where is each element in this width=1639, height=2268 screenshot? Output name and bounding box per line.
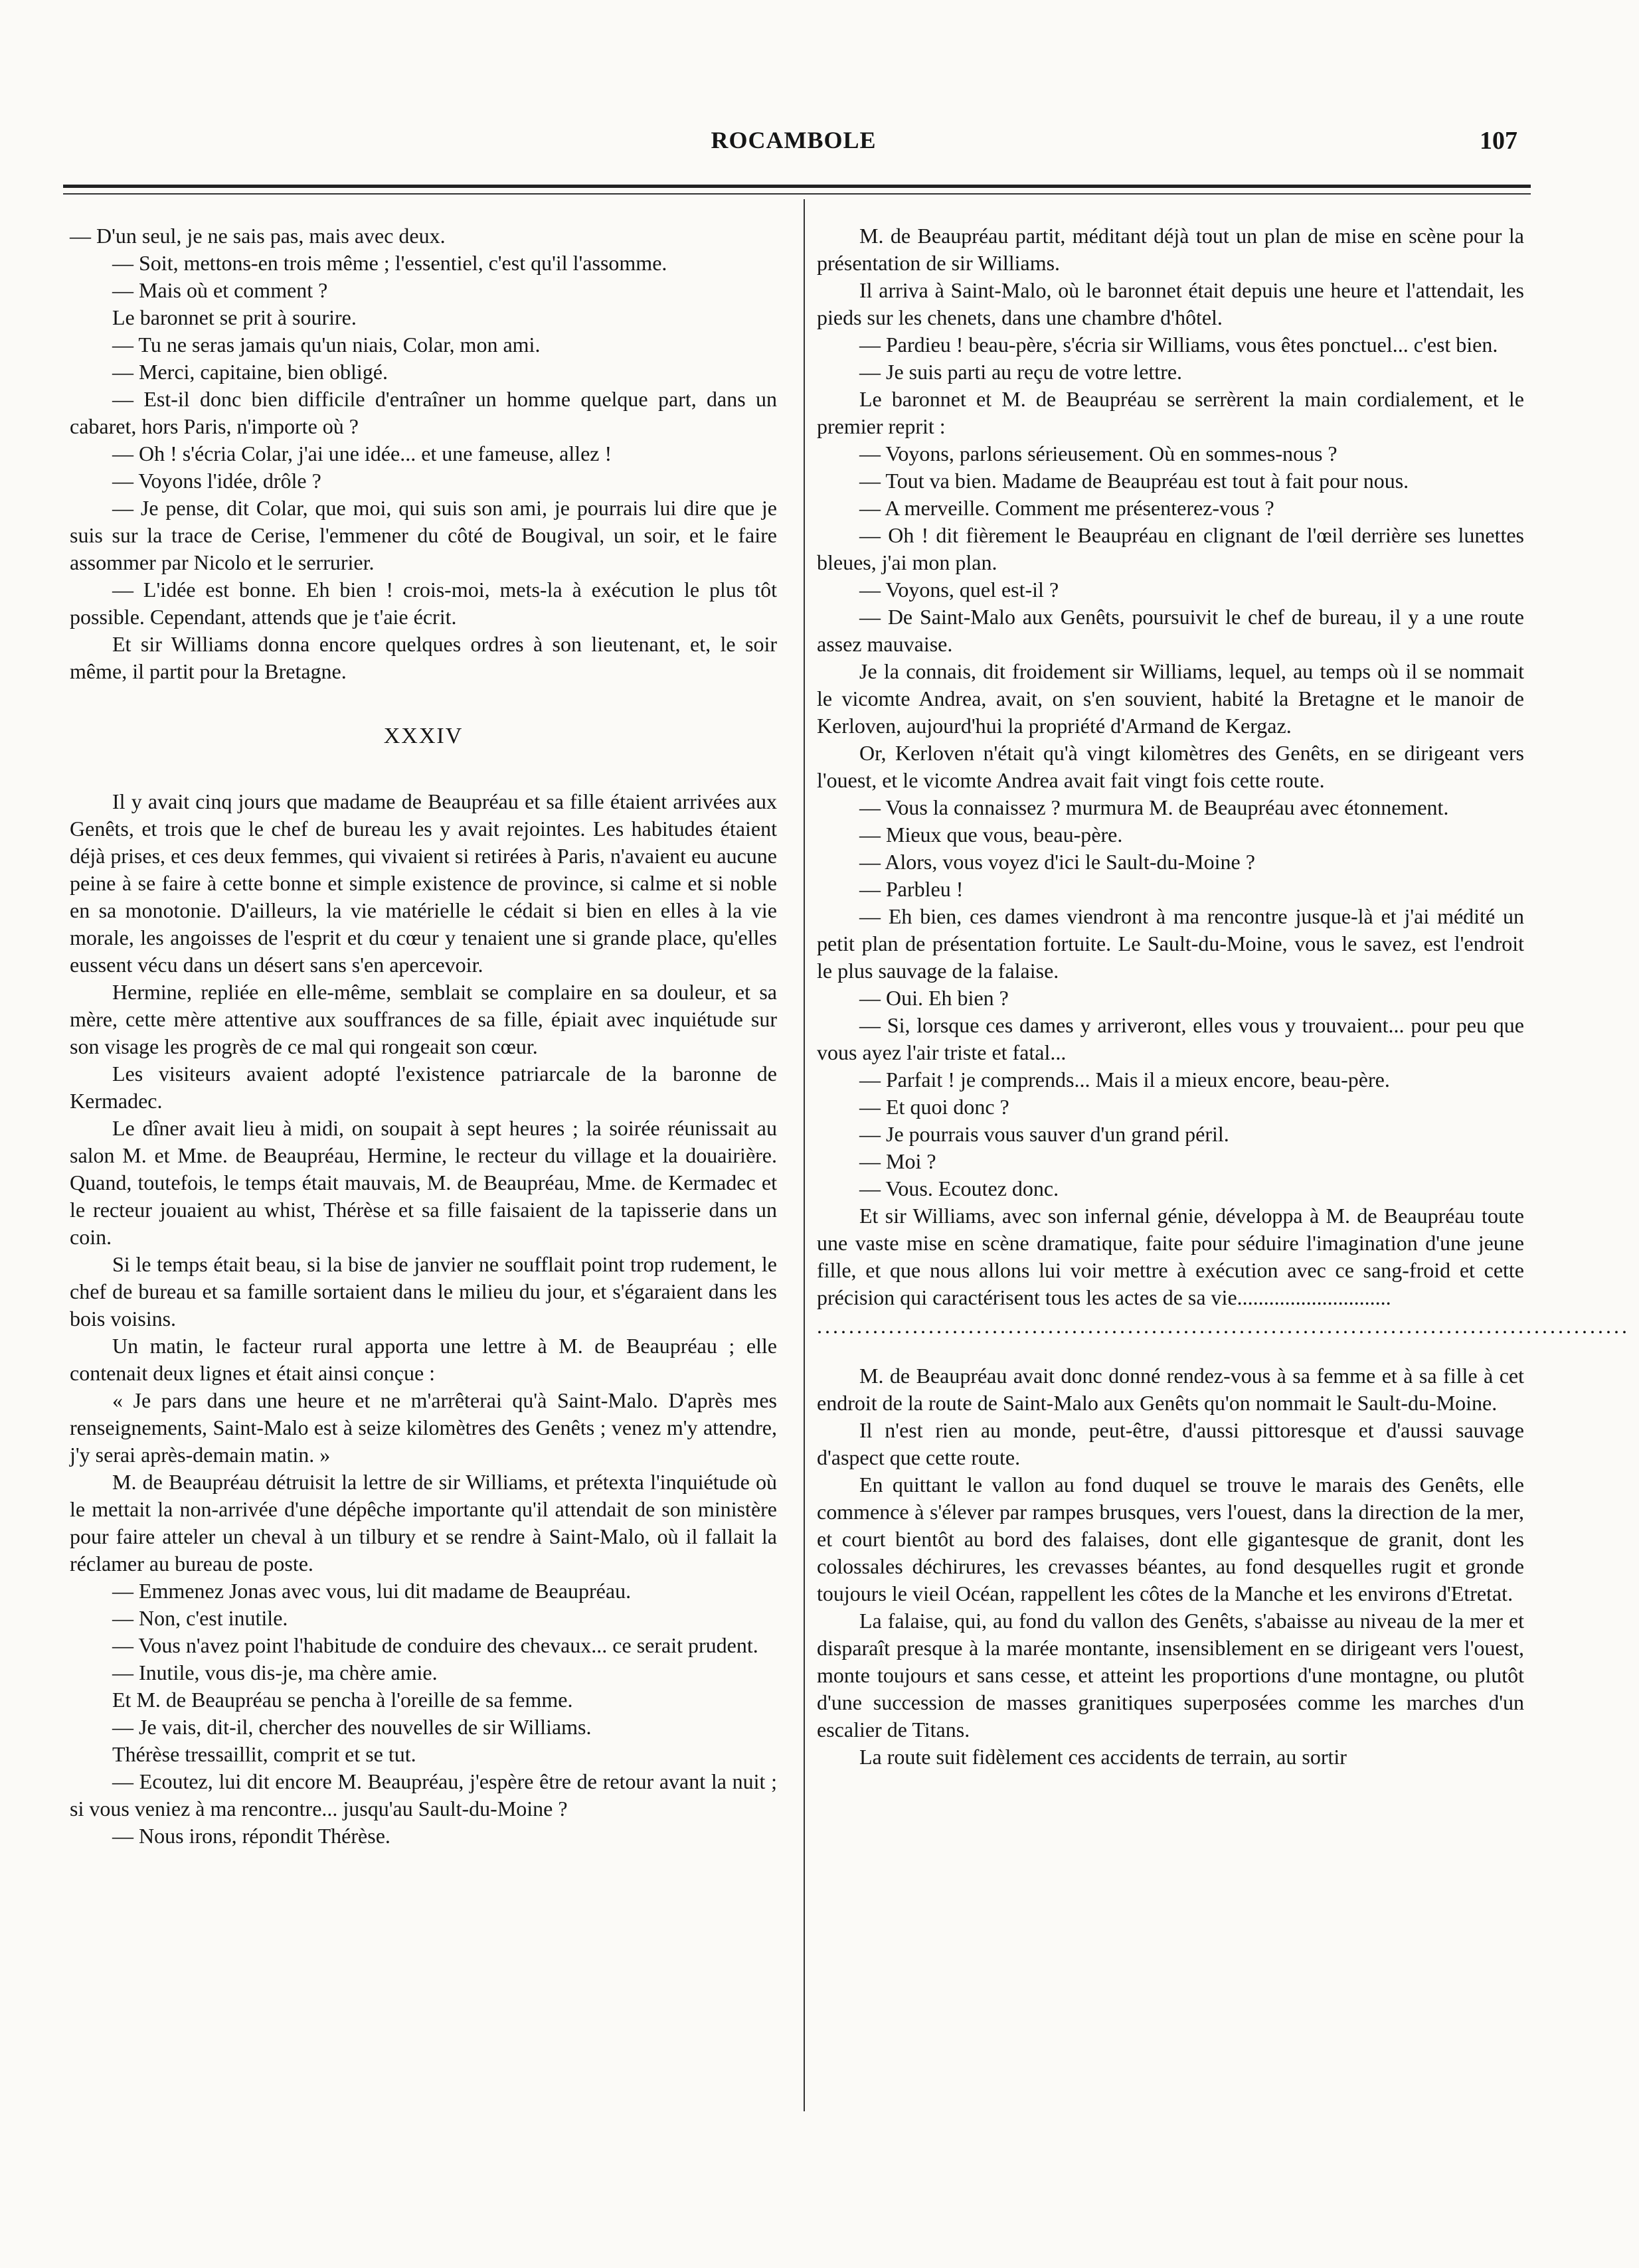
column-divider — [804, 199, 805, 2111]
paragraph: — Voyons, quel est-il ? — [859, 578, 1059, 602]
paragraph: — Vous. Ecoutez donc. — [859, 1176, 1059, 1200]
paragraph: Je la connais, dit froidement sir Williams, lequel, au temps où il se nommait le vicomte Andrea, avait, on s'en souvient, habité la Bretagne et le manoir de Kerloven, aujourd'hui la propriété d'Armand de Kergaz. — [817, 659, 1524, 738]
paragraph: — Emmenez Jonas avec vous, lui dit madame de Beaupréau. — [112, 1579, 632, 1603]
paragraph: — Voyons l'idée, drôle ? — [112, 469, 321, 493]
paragraph: — Et quoi donc ? — [859, 1095, 1009, 1119]
paragraph: — Je vais, dit-il, chercher des nouvelles de sir Williams. — [112, 1715, 592, 1739]
paragraph: — Tu ne seras jamais qu'un niais, Colar, mon ami. — [112, 333, 541, 357]
paragraph: — Non, c'est inutile. — [112, 1606, 288, 1630]
paragraph: Le baronnet se prit à sourire. — [112, 305, 357, 329]
paragraph: Il y avait cinq jours que madame de Beaupréau et sa fille étaient arrivées aux Genêts, et trois que le chef de bureau les y avait rejointes. Les habitudes étaient déjà prises, et ces deux femmes, qui vivaient si retirées à Paris, n'avaient eu aucune peine à se faire à cette bonne et simple existence de province, si calme et si noble en sa monotonie. D'ailleurs, la vie matérielle le cédait si bien en elles à la vie morale, les angoisses de l'esprit et du cœur y tenaient une si grande place, qu'elles eussent vécu dans un désert sans s'en apercevoir. — [70, 789, 777, 977]
paragraph: Or, Kerloven n'était qu'à vingt kilomètres des Genêts, en se dirigeant vers l'ouest, et le vicomte Andrea avait fait vingt fois cette route. — [817, 741, 1524, 792]
paragraph: — Parfait ! je comprends... Mais il a mieux encore, beau-père. — [859, 1068, 1390, 1092]
letter-quote: « Je pars dans une heure et ne m'arrêterai qu'à Saint-Malo. D'après mes renseignements, Saint-Malo est à seize kilomètres des Genêts ; venez m'y attendre, j'y serai après-demain matin. » — [70, 1388, 777, 1467]
paragraph: Il arriva à Saint-Malo, où le baronnet était depuis une heure et l'attendait, les pieds sur les chenets, dans une chambre d'hôtel. — [817, 278, 1524, 329]
paragraph: — Soit, mettons-en trois même ; l'essentiel, c'est qu'il l'assomme. — [112, 251, 667, 275]
paragraph: — Nous irons, répondit Thérèse. — [112, 1824, 390, 1848]
paragraph: — Voyons, parlons sérieusement. Où en sommes-nous ? — [859, 442, 1337, 465]
paragraph: M. de Beaupréau détruisit la lettre de sir Williams, et prétexta l'inquiétude où le mettait la non-arrivée d'une dépêche importante qu'il attendait de son ministère pour faire atteler un cheval à un tilbury et se rendre à Saint-Malo, où il fallait la réclamer au bureau de poste. — [70, 1470, 777, 1576]
paragraph: — De Saint-Malo aux Genêts, poursuivit le chef de bureau, il y a une route assez mauvaise. — [817, 605, 1524, 656]
paragraph: En quittant le vallon au fond duquel se trouve le marais des Genêts, elle commence à s'élever par rampes brusques, vers l'ouest, dans la direction de la mer, et court bientôt au bord des falaises, dont elle gigantesque de granit, dont les colossales déchirures, les crevasses béantes, au fond desquelles rugit et gronde toujours le vieil Océan, rappellent les côtes de la Manche et les environs d'Etretat. — [817, 1473, 1524, 1605]
paragraph: Et sir Williams donna encore quelques ordres à son lieutenant, et, le soir même, il partit pour la Bretagne. — [70, 632, 777, 683]
paragraph: — Mieux que vous, beau-père. — [859, 823, 1123, 847]
paragraph: Le baronnet et M. de Beaupréau se serrèrent la main cordialement, et le premier reprit : — [817, 387, 1524, 438]
paragraph: — Inutile, vous dis-je, ma chère amie. — [112, 1660, 438, 1684]
paragraph: — Moi ? — [859, 1149, 936, 1173]
dotted-separator: ...................................................................................................... — [817, 1314, 1630, 1338]
paragraph: — Eh bien, ces dames viendront à ma rencontre jusque-là et j'ai médité un petit plan de présentation fortuite. Le Sault-du-Moine, vous le savez, est l'endroit le plus sauvage de la falaise. — [817, 904, 1524, 983]
paragraph: La falaise, qui, au fond du vallon des Genêts, s'abaisse au niveau de la mer et disparaît presque à la marée montante, insensiblement en se dirigeant vers l'ouest, monte toujours et sans cesse, et atteint les proportions d'une montagne, ou plutôt d'une succession de masses granitiques superposées comme les marches d'un escalier de Titans. — [817, 1609, 1524, 1742]
paragraph: Les visiteurs avaient adopté l'existence patriarcale de la baronne de Kermadec. — [70, 1062, 777, 1113]
paragraph: Et M. de Beaupréau se pencha à l'oreille de sa femme. — [112, 1688, 573, 1712]
paragraph: — Oh ! dit fièrement le Beaupréau en clignant de l'œil derrière ses lunettes bleues, j'ai mon plan. — [817, 523, 1524, 574]
running-title: ROCAMBOLE — [711, 127, 877, 153]
paragraph: Il n'est rien au monde, peut-être, d'aussi pittoresque et d'aussi sauvage d'aspect que cette route. — [817, 1418, 1524, 1469]
paragraph: — Merci, capitaine, bien obligé. — [112, 360, 388, 384]
header-rule-thick — [63, 185, 1531, 188]
paragraph: La route suit fidèlement ces accidents de terrain, au sortir — [859, 1745, 1347, 1769]
page-number: 107 — [1480, 127, 1517, 155]
paragraph: — Si, lorsque ces dames y arriveront, elles vous y trouvaient... pour peu que vous ayez l'air triste et fatal... — [817, 1013, 1524, 1064]
chapter-heading: XXXIV — [383, 724, 464, 748]
paragraph: Un matin, le facteur rural apporta une lettre à M. de Beaupréau ; elle contenait deux lignes et était ainsi conçue : — [70, 1334, 777, 1385]
paragraph: — Est-il donc bien difficile d'entraîner un homme quelque part, dans un cabaret, hors Paris, n'importe où ? — [70, 387, 777, 438]
paragraph: — L'idée est bonne. Eh bien ! crois-moi, mets-la à exécution le plus tôt possible. Cependant, attends que je t'aie écrit. — [70, 578, 777, 629]
paragraph: — Je pense, dit Colar, que moi, qui suis son ami, je pourrais lui dire que je suis sur la trace de Cerise, l'emmener du côté de Bougival, un soir, et le faire assommer par Nicolo et le serrurier. — [70, 496, 777, 574]
paragraph: Si le temps était beau, si la bise de janvier ne soufflait point trop rudement, le chef de bureau et sa famille sortaient dans le milieu du jour, et s'égaraient dans les bois voisins. — [70, 1252, 777, 1331]
paragraph: — A merveille. Comment me présenterez-vous ? — [859, 496, 1274, 520]
left-column — [70, 222, 777, 1850]
header-rule-thin — [63, 193, 1531, 195]
paragraph: — Oh ! s'écria Colar, j'ai une idée... et une fameuse, allez ! — [112, 442, 612, 465]
paragraph: — Ecoutez, lui dit encore M. Beaupréau, j'espère être de retour avant la nuit ; si vous veniez à ma rencontre... jusqu'au Sault-du-Moine ? — [70, 1769, 777, 1821]
paragraph: — Vous n'avez point l'habitude de conduire des chevaux... ce serait prudent. — [112, 1633, 758, 1657]
paragraph: Thérèse tressaillit, comprit et se tut. — [112, 1742, 416, 1766]
paragraph: Et sir Williams, avec son infernal génie, développa à M. de Beaupréau toute une vaste mise en scène dramatique, faite pour séduire l'imagination d'une jeune fille, et que nous allons lui voir mettre à exécution avec ce sang-froid et cette précision qui caractérisent tous les actes de sa vie............................. — [817, 1204, 1524, 1309]
paragraph: — Mais où et comment ? — [112, 278, 328, 302]
paragraph: — Tout va bien. Madame de Beaupréau est tout à fait pour nous. — [859, 469, 1409, 493]
paragraph: — D'un seul, je ne sais pas, mais avec deux. — [70, 224, 446, 248]
paragraph: — Oui. Eh bien ? — [859, 986, 1009, 1010]
paragraph: M. de Beaupréau partit, méditant déjà tout un plan de mise en scène pour la présentation de sir Williams. — [817, 224, 1524, 275]
paragraph: — Je suis parti au reçu de votre lettre. — [859, 360, 1183, 384]
paragraph: Le dîner avait lieu à midi, on soupait à sept heures ; la soirée réunissait au salon M. et Mme. de Beaupréau, Hermine, le recteur du village et la douairière. Quand, toutefois, le temps était mauvais, M. de Beaupréau, Mme. de Kermadec et le recteur jouaient au whist, Thérèse et sa fille faisaient de la tapisserie dans un coin. — [70, 1116, 777, 1249]
paragraph: M. de Beaupréau avait donc donné rendez-vous à sa femme et à sa fille à cet endroit de la route de Saint-Malo aux Genêts qu'on nommait le Sault-du-Moine. — [817, 1364, 1524, 1415]
paragraph: — Vous la connaissez ? murmura M. de Beaupréau avec étonnement. — [859, 795, 1449, 819]
right-column — [817, 222, 1630, 1771]
paragraph: — Alors, vous voyez d'ici le Sault-du-Moine ? — [859, 850, 1255, 874]
paragraph: — Parbleu ! — [859, 877, 964, 901]
paragraph: Hermine, repliée en elle-même, semblait se complaire en sa douleur, et sa mère, cette mère attentive aux souffrances de sa fille, épiait avec inquiétude sur son visage les progrès de ce mal qui rongeait son cœur. — [70, 980, 777, 1058]
page-header — [63, 126, 1524, 166]
paragraph: — Je pourrais vous sauver d'un grand péril. — [859, 1122, 1229, 1146]
paragraph: — Pardieu ! beau-père, s'écria sir Williams, vous êtes ponctuel... c'est bien. — [859, 333, 1498, 357]
